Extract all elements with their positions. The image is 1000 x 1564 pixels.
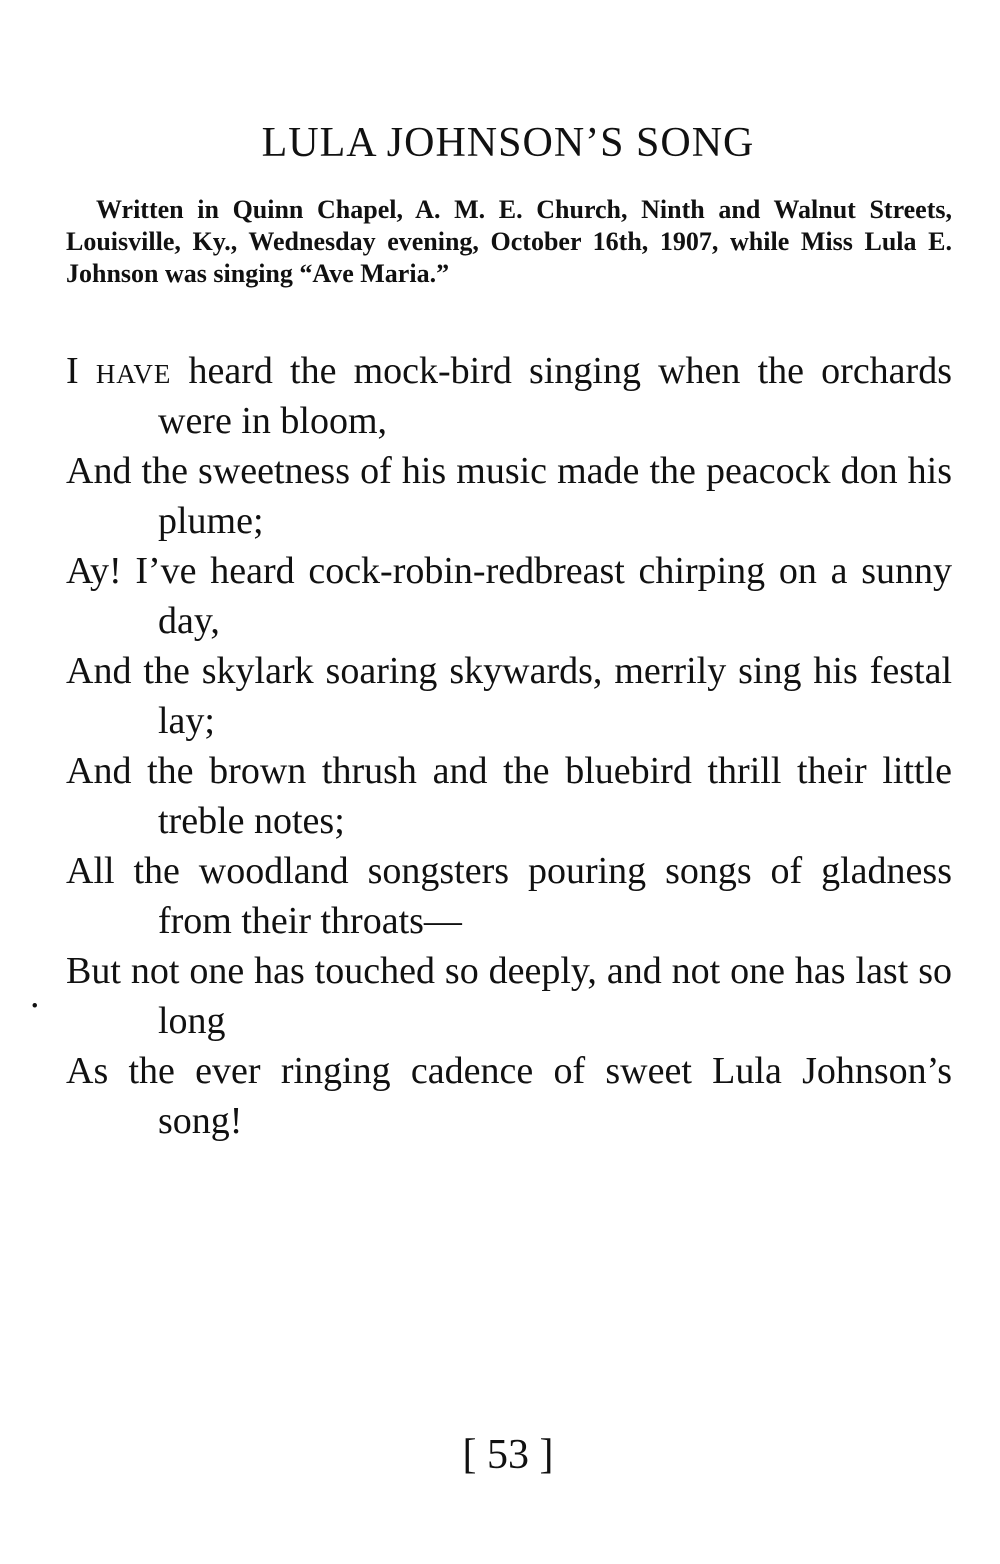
poem-line: All the woodland songsters pouring songs of gladness from their throats— (66, 850, 952, 942)
poem-line: Ay! I’ve heard cock-robin-redbreast chirping on a sunny day, (66, 550, 952, 642)
page-number: [ 53 ] (462, 1432, 554, 1478)
poem-line-lead: I (66, 350, 96, 392)
poem-line: And the sweetness of his music made the peacock don his plume; (66, 450, 952, 542)
poem-line (66, 346, 952, 446)
poem-line-rest: heard the mock-bird singing when the orchards were in bloom, (158, 350, 952, 442)
poem-line-smallcaps: have (95, 350, 172, 392)
poem-line: But not one has touched so deeply, and not one has last so long (66, 950, 952, 1042)
poem-body (66, 346, 952, 1146)
page-title: LULA JOHNSON’S SONG (261, 120, 755, 166)
stray-print-mark: . (30, 974, 40, 1016)
poem-line: As the ever ringing cadence of sweet Lula Johnson’s song! (66, 1050, 952, 1142)
poem-line: And the brown thrush and the bluebird thrill their little treble notes; (66, 750, 952, 842)
poem-dedication-note: Written in Quinn Chapel, A. M. E. Church, Ninth and Walnut Streets, Louisville, Ky., Wednesday evening, October 16th, 1907, while Miss Lula E. Johnson was singing “Ave Maria.” (66, 195, 952, 288)
poem-line: And the skylark soaring skywards, merrily sing his festal lay; (66, 650, 952, 742)
